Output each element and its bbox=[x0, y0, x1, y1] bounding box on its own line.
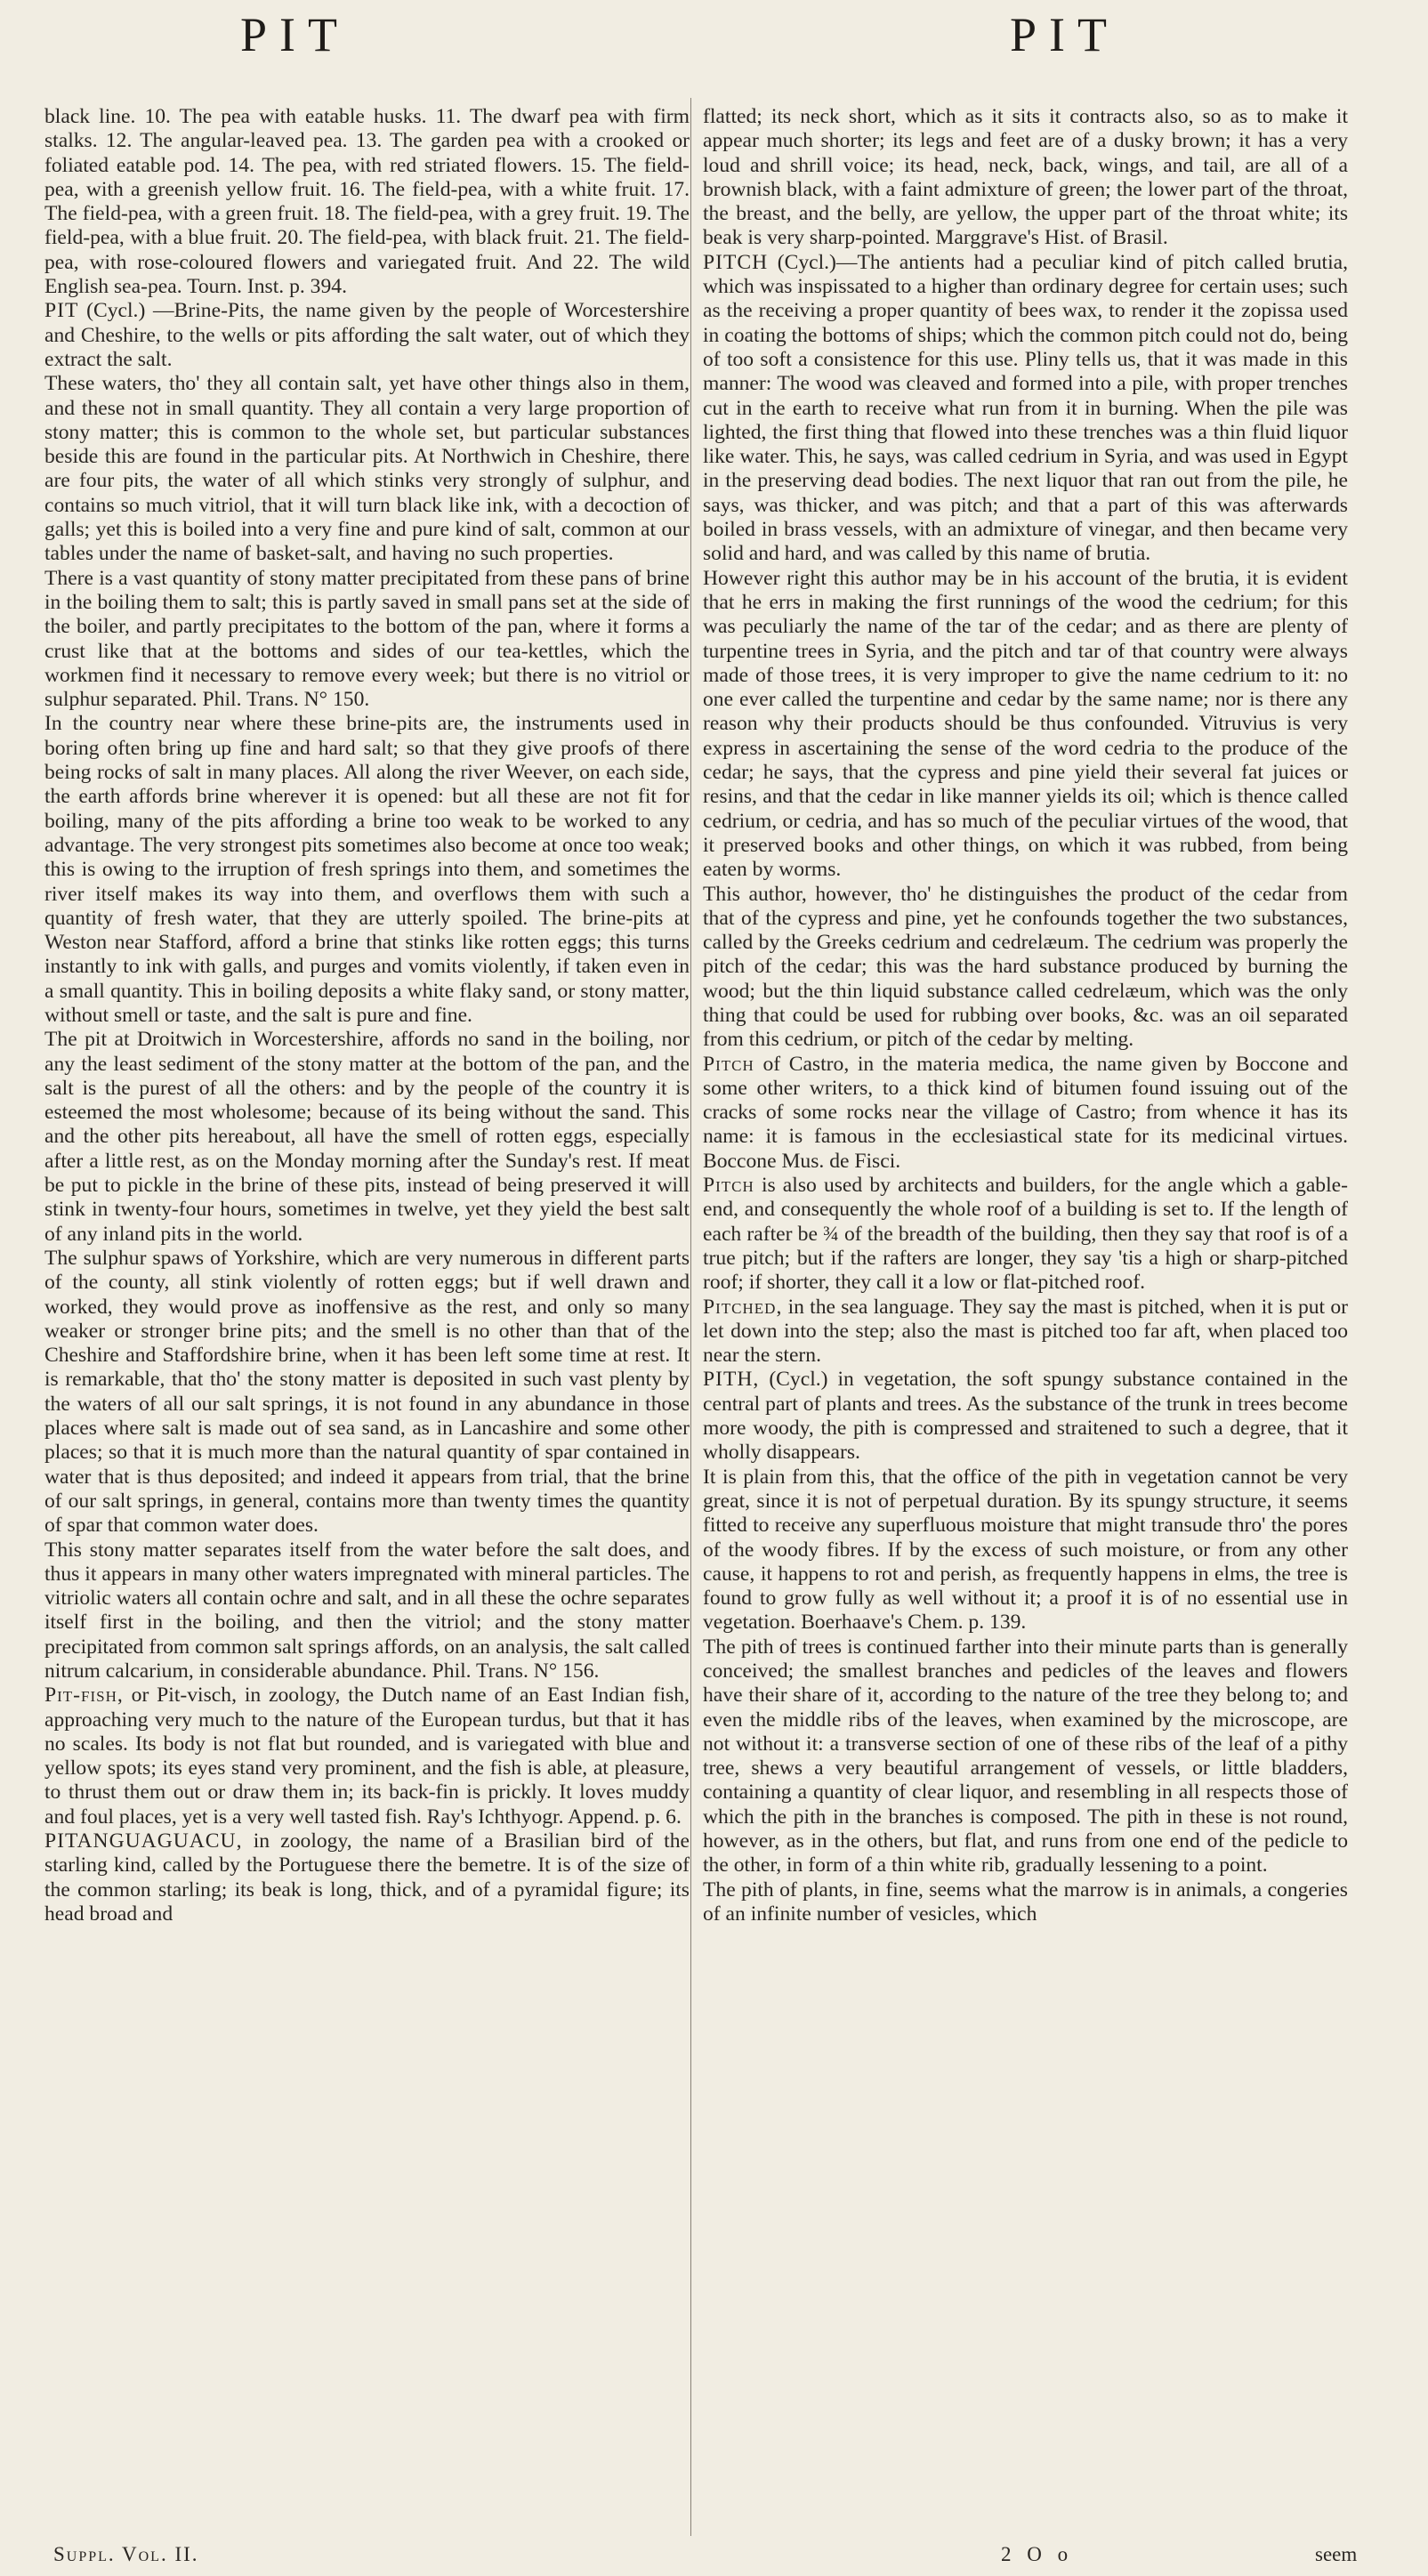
entry-pitanguaguacu-text: in zoology, the name of a Brasilian bird of the starling kind, called by the Portuguese there the bemetre. It is of the size of the common starling; its beak is long, thick, and of a pyramidal figure; its head broad and bbox=[44, 1829, 690, 1926]
entry-pitch-castro-headword: Pitch bbox=[703, 1052, 754, 1076]
entry-pitch-castro-text: of Castro, in the materia medica, the name given by Boccone and some other writers, to a thick kind of bitumen found issuing out of the cracks of some rocks near the village of Castro; from whence it has its name: it is famous in the ecclesiastical state for its medicinal virtues. Boccone Mus. de Fisci. bbox=[703, 1052, 1348, 1173]
entry-pith-text: (Cycl.) in vegetation, the soft spungy substance contained in the central part of plants and trees. As the substance of the trunk in trees become more woody, the pith is compressed and straitened to such a degree, that it wholly disappears. bbox=[703, 1368, 1348, 1465]
paragraph-droitwich: The pit at Droitwich in Worcestershire, affords no sand in the boiling, nor any the least sediment of the stony matter at the bottom of the pan, and the salt is the purest of all the others: and by the people of the country it is esteemed the most wholesome; because of its being without the sand. This and the other pits hereabout, all have the smell of rotten eggs, especially after a little rest, as on the Monday morning after the Sunday's rest. If meat be put to pickle in the brine of these pits, instead of being preserved it will stink in twenty-four hours, sometimes in twelve, yet they yield the best salt of any inland pits in the world. bbox=[44, 1028, 690, 1246]
paragraph-country: In the country near where these brine-pits are, the instruments used in boring often bring up fine and hard salt; so that they give proofs of there being rocks of salt in many places. All along the river Weever, on each side, the earth affords brine wherever it is opened: but all these are not fit for boiling, many of the pits affording a brine too weak to be worked to any advantage. The very strongest pits sometimes also become at once too weak; this is owing to the irruption of fresh springs into them, and sometimes the river itself makes its way into them, and overflows them with such a quantity of fresh water, that they are utterly spoiled. The brine-pits at Weston near Stafford, afford a brine that stinks like rotten eggs; this turns instantly to ink with galls, and purges and vomits violently, if taken even in a small quantity. This in boiling deposits a white flaky sand, or stony matter, without smell or taste, and the salt is pure and fine. bbox=[44, 712, 690, 1027]
footer-signature: Suppl. Vol. II. bbox=[53, 2543, 199, 2565]
entry-pitch-of-castro bbox=[703, 1053, 1348, 1174]
entry-pit-text: (Cycl.) —Brine-Pits, the name given by the people of Worcestershire and Cheshire, to the wells or pits affording the salt water, out of which they extract the salt. bbox=[44, 299, 690, 371]
entry-pitched-text: in the sea language. They say the mast is pitched, when it is put or let down into the step; also the mast is pitched too far aft, when placed too near the stern. bbox=[703, 1295, 1348, 1368]
footer-sheet-mark: 2 O o bbox=[1001, 2543, 1074, 2565]
entry-pitch bbox=[703, 251, 1348, 567]
paragraph-flatted: flatted; its neck short, which as it sits it contracts also, so as to make it appear much shorter; its legs and feet are of a dusky brown; it has a very loud and shrill voice; its head, neck, back, wings, and tail, are all of a brownish black, with a faint admixture of green; the lower part of the throat, the breast, and the belly, are yellow, the upper part of the throat white; its beak is very sharp-pointed. Marggrave's Hist. of Brasil. bbox=[703, 105, 1348, 250]
entry-pit bbox=[44, 299, 690, 372]
entry-pitch-arch-text: is also used by architects and builders, for the angle which a gable-end, and consequently the whole roof of a building is set to. If the length of each rafter be ¾ of the breadth of the building, then they say that roof is of a true pitch; but if the rafters are longer, they say 'tis a high or sharp-pitched roof; if shorter, they call it a low or flat-pitched roof. bbox=[703, 1174, 1348, 1295]
paragraph-sulphur-spaws: The sulphur spaws of Yorkshire, which are very numerous in different parts of the county, all stink violently of rotten eggs; but if well drawn and worked, they would prove as inoffensive as the rest, and only so many weaker or stronger brine pits; and the smell is no other than that of the Cheshire and Staffordshire brine, when it has been left some time at rest. It is remarkable, that tho' the stony matter is deposited in such vast plenty by the waters of all our salt springs, it is not found in any abundance in those places where salt is made out of sea sand, as in Lancashire and some other places; so that it is much more than the natural quantity of spar contained in water that is thus deposited; and indeed it appears from trial, that the brine of our salt springs, in general, contains more than twenty times the quantity of spar that common water does. bbox=[44, 1246, 690, 1538]
right-column bbox=[703, 105, 1348, 1926]
entry-pitch-headword: PITCH bbox=[703, 250, 769, 274]
paragraph-pith-of-plants: The pith of plants, in fine, seems what the marrow is in animals, a congeries of an infinite number of vesicles, which bbox=[703, 1877, 1348, 1926]
paragraph-waters: These waters, tho' they all contain salt, yet have other things also in them, and these not in small quantity. They all contain a very large proportion of stony matter; this is common to the whole set, but particular substances beside this are found in the particular pits. At Northwich in Cheshire, there are four pits, the water of all which stinks very strongly of sulphur, and contains so much vitriol, that it will turn black like ink, with a decoction of galls; yet this is boiled into a very fine and pure kind of salt, common at our tables under the name of basket-salt, and having no such properties. bbox=[44, 372, 690, 566]
running-head-right: PIT bbox=[1010, 8, 1119, 61]
entry-pit-headword: PIT bbox=[44, 299, 79, 323]
entry-pith-headword: PITH, bbox=[703, 1368, 760, 1392]
entry-pit-fish bbox=[44, 1684, 690, 1829]
left-column bbox=[44, 105, 690, 1926]
paragraph-however: However right this author may be in his account of the brutia, it is evident that he errs in making the first runnings of the wood the cedrium; for this was peculiarly the name of the tar of the cedar; and as there are plenty of turpentine trees in Syria, and the pitch and tar of that country were always made of those trees, it is very improper to give the name cedrium to it: no one ever called the turpentine and cedar by the same name; nor is there any reason why their products should be thus confounded. Vitruvius is very express in ascertaining the sense of the word cedria to the produce of the cedar; he says, that the cypress and pine yield their several fat juices or resins, and that the cedar in like manner yields its oil; which is thence called cedrium, or cedria, and has so much of the peculiar virtues of the wood, that it preserved books and other things, on which it was rubbed, from being eaten by worms. bbox=[703, 566, 1348, 882]
entry-pitch-arch-headword: Pitch bbox=[703, 1174, 754, 1198]
entry-pit-fish-headword: Pit-fish, bbox=[44, 1684, 124, 1708]
paragraph-stony-matter: This stony matter separates itself from the water before the salt does, and thus it appears in many other waters impregnated with mineral particles. The vitriolic waters all contain ochre and salt, and in all these the ochre separates itself first in the boiling, and then the vitriol; and the stony matter precipitated from common salt springs affords, on an analysis, the salt called nitrum calcarium, in considerable abundance. Phil. Trans. N° 156. bbox=[44, 1538, 690, 1683]
running-head-left: PIT bbox=[240, 8, 350, 61]
paragraph-this-author: This author, however, tho' he distinguishes the product of the cedar from that of the cypress and pine, yet he confounds together the two substances, called by the Greeks cedrium and cedrelæum. The cedrium was properly the pitch of the cedar; this was the hard substance produced by burning the wood; but the thin liquid substance called cedrelæum, which was the only thing that could be used for rubbing over books, &c. was an oil separated from this cedrium, or pitch of the cedar by melting. bbox=[703, 882, 1348, 1052]
entry-pitch-text: (Cycl.)—The antients had a peculiar kind of pitch called brutia, which was inspissated to a higher than ordinary degree for certain uses; such as the receiving a proper quantity of bees wax, to render it the zopissa used in coating the bottoms of ships; which the common pitch could not do, being of too soft a consistence for this use. Pliny tells us, that it was made in this manner: The wood was cleaved and formed into a pile, with proper trenches cut in the earth to receive what run from it in burning. When the pile was lighted, the first thing that flowed into these trenches was a thin fluid liquor like water. This, he says, was called cedrium in Syria, and was used in Egypt in the preserving dead bodies. The next liquor that ran out from the pile, he says, was thicker, and was pitch; and that a part of this was afterwards boiled in brass vessels, with an admixture of vinegar, and then became very solid and hard, and was called by this name of brutia. bbox=[703, 250, 1348, 566]
entry-pith bbox=[703, 1368, 1348, 1465]
entry-pitched bbox=[703, 1296, 1348, 1369]
footer-catchword: seem bbox=[1315, 2543, 1358, 2565]
entry-pitch-architecture bbox=[703, 1174, 1348, 1295]
entry-pitanguaguacu bbox=[44, 1829, 690, 1926]
paragraph-vast-quantity: There is a vast quantity of stony matter precipitated from these pans of brine in the boiling them to salt; this is partly saved in small pans set at the side of the boiler, and partly precipitates to the bottom of the pan, where it forms a crust like that at the bottoms and sides of our tea-kettles, which the workmen find it necessary to remove every week; but there is no vitriol or sulphur separated. Phil. Trans. N° 150. bbox=[44, 566, 690, 712]
entry-pea-continued: black line. 10. The pea with eatable husks. 11. The dwarf pea with firm stalks. 12. The angular-leaved pea. 13. The garden pea with a crooked or foliated eatable pod. 14. The pea, with red striated flowers. 15. The field-pea, with a greenish yellow fruit. 16. The field-pea, with a white fruit. 17. The field-pea, with a green fruit. 18. The field-pea, with a grey fruit. 19. The field-pea, with a blue fruit. 20. The field-pea, with black fruit. 21. The field-pea, with rose-coloured flowers and variegated fruit. And 22. The wild English sea-pea. Tourn. Inst. p. 394. bbox=[44, 105, 690, 299]
paragraph-pith-of-trees: The pith of trees is continued farther into their minute parts than is generally conceived; the smallest branches and pedicles of the leaves and flowers have their share of it, according to the nature of the tree they belong to; and even the middle ribs of the leaves, when examined by the microscope, are not without it: a transverse section of one of these ribs of the leaf of a pithy tree, shews a very beautiful arrangement of vessels, or little bladders, containing a quantity of clear liquor, and resembling in all respects those of which the pith in the branches is composed. The pith in these is not round, however, as in the others, but flat, and runs from one end of the pedicle to the other, in form of a thin white rib, gradually lessening to a point. bbox=[703, 1635, 1348, 1877]
entry-pit-fish-text: or Pit-visch, in zoology, the Dutch name of an East Indian fish, approaching very much to the nature of the European turdus, but that it has no scales. Its body is not flat but rounded, and is variegated with blue and yellow spots; its eyes stand very prominent, and the fish is able, at pleasure, to thrust them out or draw them in; its back-fin is prickly. It loves muddy and foul places, yet is a very well tasted fish. Ray's Ichthyogr. Append. p. 6. bbox=[44, 1684, 690, 1829]
entry-pitched-headword: Pitched, bbox=[703, 1295, 783, 1319]
entry-pitanguaguacu-headword: PITANGUAGUACU, bbox=[44, 1829, 243, 1853]
column-divider bbox=[690, 98, 691, 2536]
paragraph-plain: It is plain from this, that the office of the pith in vegetation cannot be very great, since it is not of perpetual duration. By its spungy structure, it seems fitted to receive any superfluous moisture that might transude thro' the pores of the woody fibres. If by the excess of such moisture, or from any other cause, it happens to rot and perish, as frequently happens in elms, the tree is found to grow fully as well without it; a proof it is of no essential use in vegetation. Boerhaave's Chem. p. 139. bbox=[703, 1465, 1348, 1635]
